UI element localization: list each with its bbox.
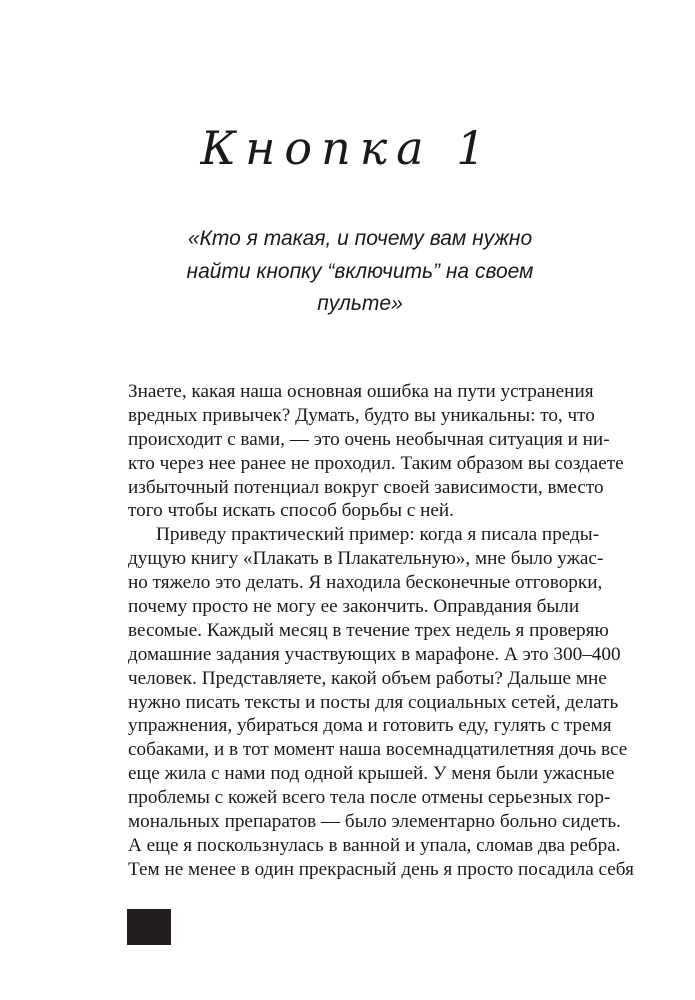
text-line: упражнения, убираться дома и готовить еду, гулять с тремя	[128, 715, 612, 737]
text-line: домашние задания участвующих в марафоне. А это 300–400	[128, 643, 621, 665]
text-line: происходит с вами, — это очень необычная ситуация и ни-	[128, 428, 610, 450]
chapter-epigraph	[150, 223, 570, 321]
text-line: весомые. Каждый месяц в течение трех недель я проверяю	[128, 619, 609, 641]
paragraph	[128, 380, 624, 523]
text-line: мональных препаратов — было элементарно больно сидеть.	[128, 811, 621, 833]
text-line: дущую книгу «Плакать в Плакательную», мне было ужас-	[128, 548, 604, 570]
paragraph	[128, 523, 634, 881]
text-line: избыточный потенциал вокруг своей зависимости, вместо	[128, 476, 604, 498]
text-line: еще жила с нами под одной крышей. У меня были ужасные	[128, 763, 615, 785]
text-line: почему просто не могу ее закончить. Оправдания были	[128, 596, 580, 618]
text-line: Знаете, какая наша основная ошибка на пути устранения	[128, 381, 594, 402]
body-text	[128, 380, 634, 882]
text-line: собаками, и в тот момент наша восемнадцатилетняя дочь все	[128, 739, 628, 761]
text-line: А еще я поскользнулась в ванной и упала, сломав два ребра.	[128, 834, 621, 856]
text-line: проблемы с кожей всего тела после отмены серьезных гор-	[128, 787, 611, 809]
text-line: кто через нее ранее не проходил. Таким образом вы создаете	[128, 452, 624, 474]
text-line: Приведу практический пример: когда я писала преды-	[156, 524, 600, 546]
text-line: нужно писать тексты и посты для социальных сетей, делать	[128, 691, 619, 713]
page-marker-block	[127, 909, 171, 945]
text-line: Тем не менее в один прекрасный день я просто посадила себя	[128, 858, 634, 880]
epigraph-line: найти кнопку “включить” на своем	[186, 259, 534, 283]
epigraph-line: пульте»	[317, 292, 403, 315]
text-line: вредных привычек? Думать, будто вы уникальны: то, что	[128, 404, 595, 426]
epigraph-line: «Кто я такая, и почему вам нужно	[187, 227, 533, 250]
chapter-title: Кнопка 1	[200, 121, 495, 175]
text-line: но тяжело это делать. Я находила бесконечные отговорки,	[128, 572, 603, 594]
text-line: человек. Представляете, какой объем работы? Дальше мне	[128, 667, 607, 689]
text-line: того чтобы искать способ борьбы с ней.	[128, 500, 454, 522]
